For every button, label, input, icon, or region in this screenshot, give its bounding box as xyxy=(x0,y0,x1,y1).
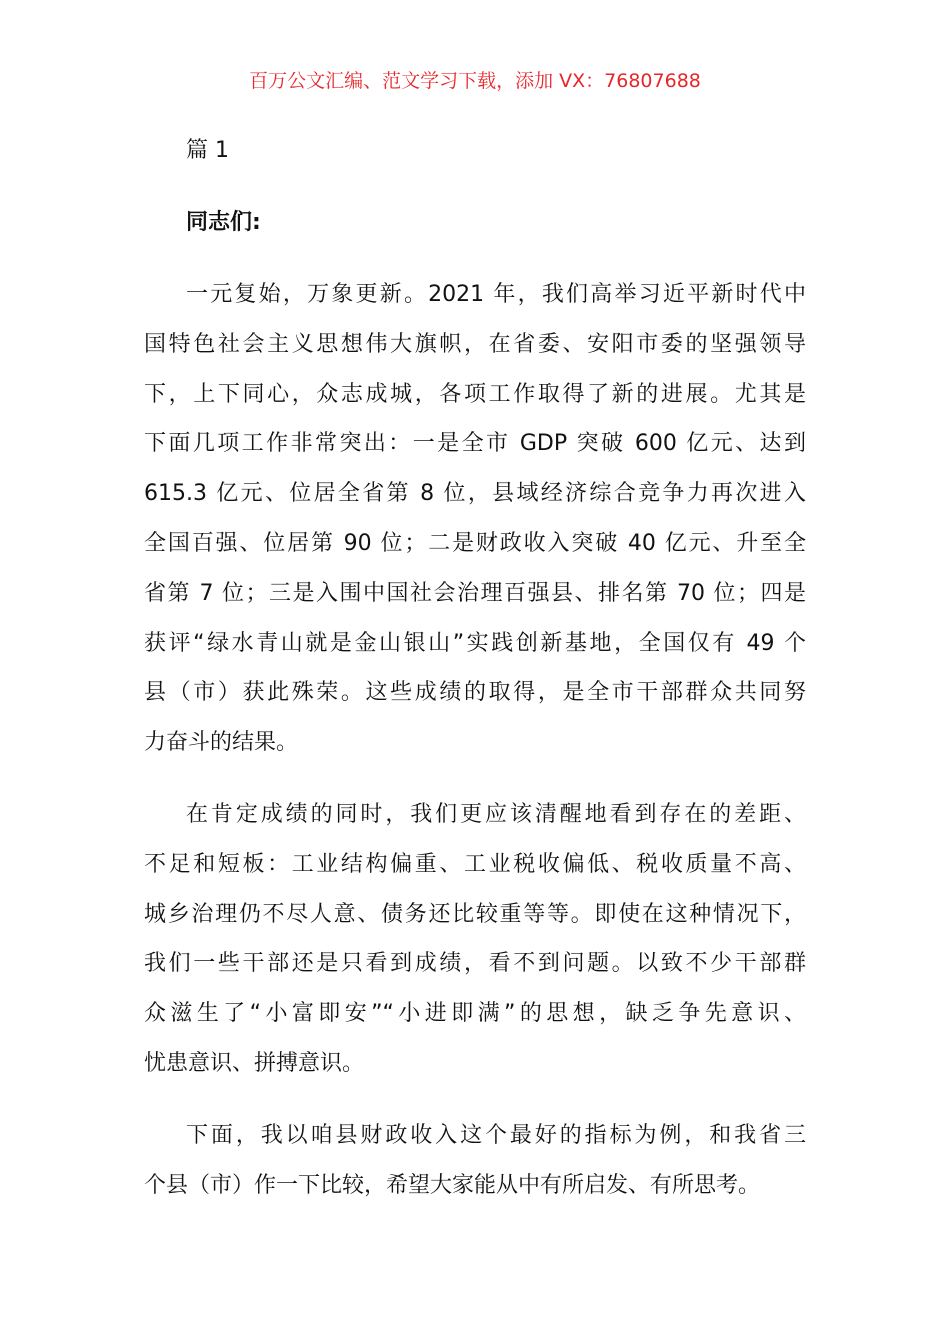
paragraph-line: 省第 7 位；三是入围中国社会治理百强县、排名第 70 位；四是 xyxy=(144,580,806,606)
paragraph-line: 下面几项工作非常突出：一是全市 GDP 突破 600 亿元、达到 xyxy=(144,431,806,457)
paragraph-line: 获评“绿水青山就是金山银山”实践创新基地，全国仅有 49 个 xyxy=(144,630,806,656)
paragraph-line: 不足和短板：工业结构偏重、工业税收偏低、税收质量不高、 xyxy=(144,851,806,877)
paragraph-line: 众滋生了“小富即安”“小进即满”的思想，缺乏争先意识、 xyxy=(144,1001,806,1027)
paragraph-line: 国特色社会主义思想伟大旗帜，在省委、安阳市委的坚强领导 xyxy=(144,331,806,357)
paragraph-line: 在肯定成绩的同时，我们更应该清醒地看到存在的差距、 xyxy=(186,802,806,827)
paragraph-line: 全国百强、位居第 90 位；二是财政收入突破 40 亿元、升至全 xyxy=(144,531,806,556)
paragraph-line: 力奋斗的结果。 xyxy=(144,730,299,756)
paragraph-line: 615.3 亿元、位居全省第 8 位，县域经济综合竞争力再次进入 xyxy=(144,481,806,507)
watermark-header: 百万公文汇编、范文学习下载，添加 VX：76807688 xyxy=(249,70,701,92)
paragraph-line: 县（市）获此殊荣。这些成绩的取得，是全市干部群众共同努 xyxy=(144,680,806,706)
paragraph-line: 忧患意识、拼搏意识。 xyxy=(144,1051,365,1076)
paragraph-line: 一元复始，万象更新。2021 年，我们高举习近平新时代中 xyxy=(186,282,806,307)
salutation: 同志们: xyxy=(186,210,261,235)
paragraph-line: 个县（市）作一下比较，希望大家能从中有所启发、有所思考。 xyxy=(144,1172,761,1198)
section-label: 篇 1 xyxy=(186,138,229,163)
paragraph-line: 我们一些干部还是只看到成绩，看不到问题。以致不少干部群 xyxy=(144,951,806,977)
paragraph-line: 下面，我以咱县财政收入这个最好的指标为例，和我省三 xyxy=(186,1123,806,1148)
paragraph-line: 城乡治理仍不尽人意、债务还比较重等等。即使在这种情况下， xyxy=(144,901,806,927)
paragraph-line: 下，上下同心，众志成城，各项工作取得了新的进展。尤其是 xyxy=(144,381,806,407)
